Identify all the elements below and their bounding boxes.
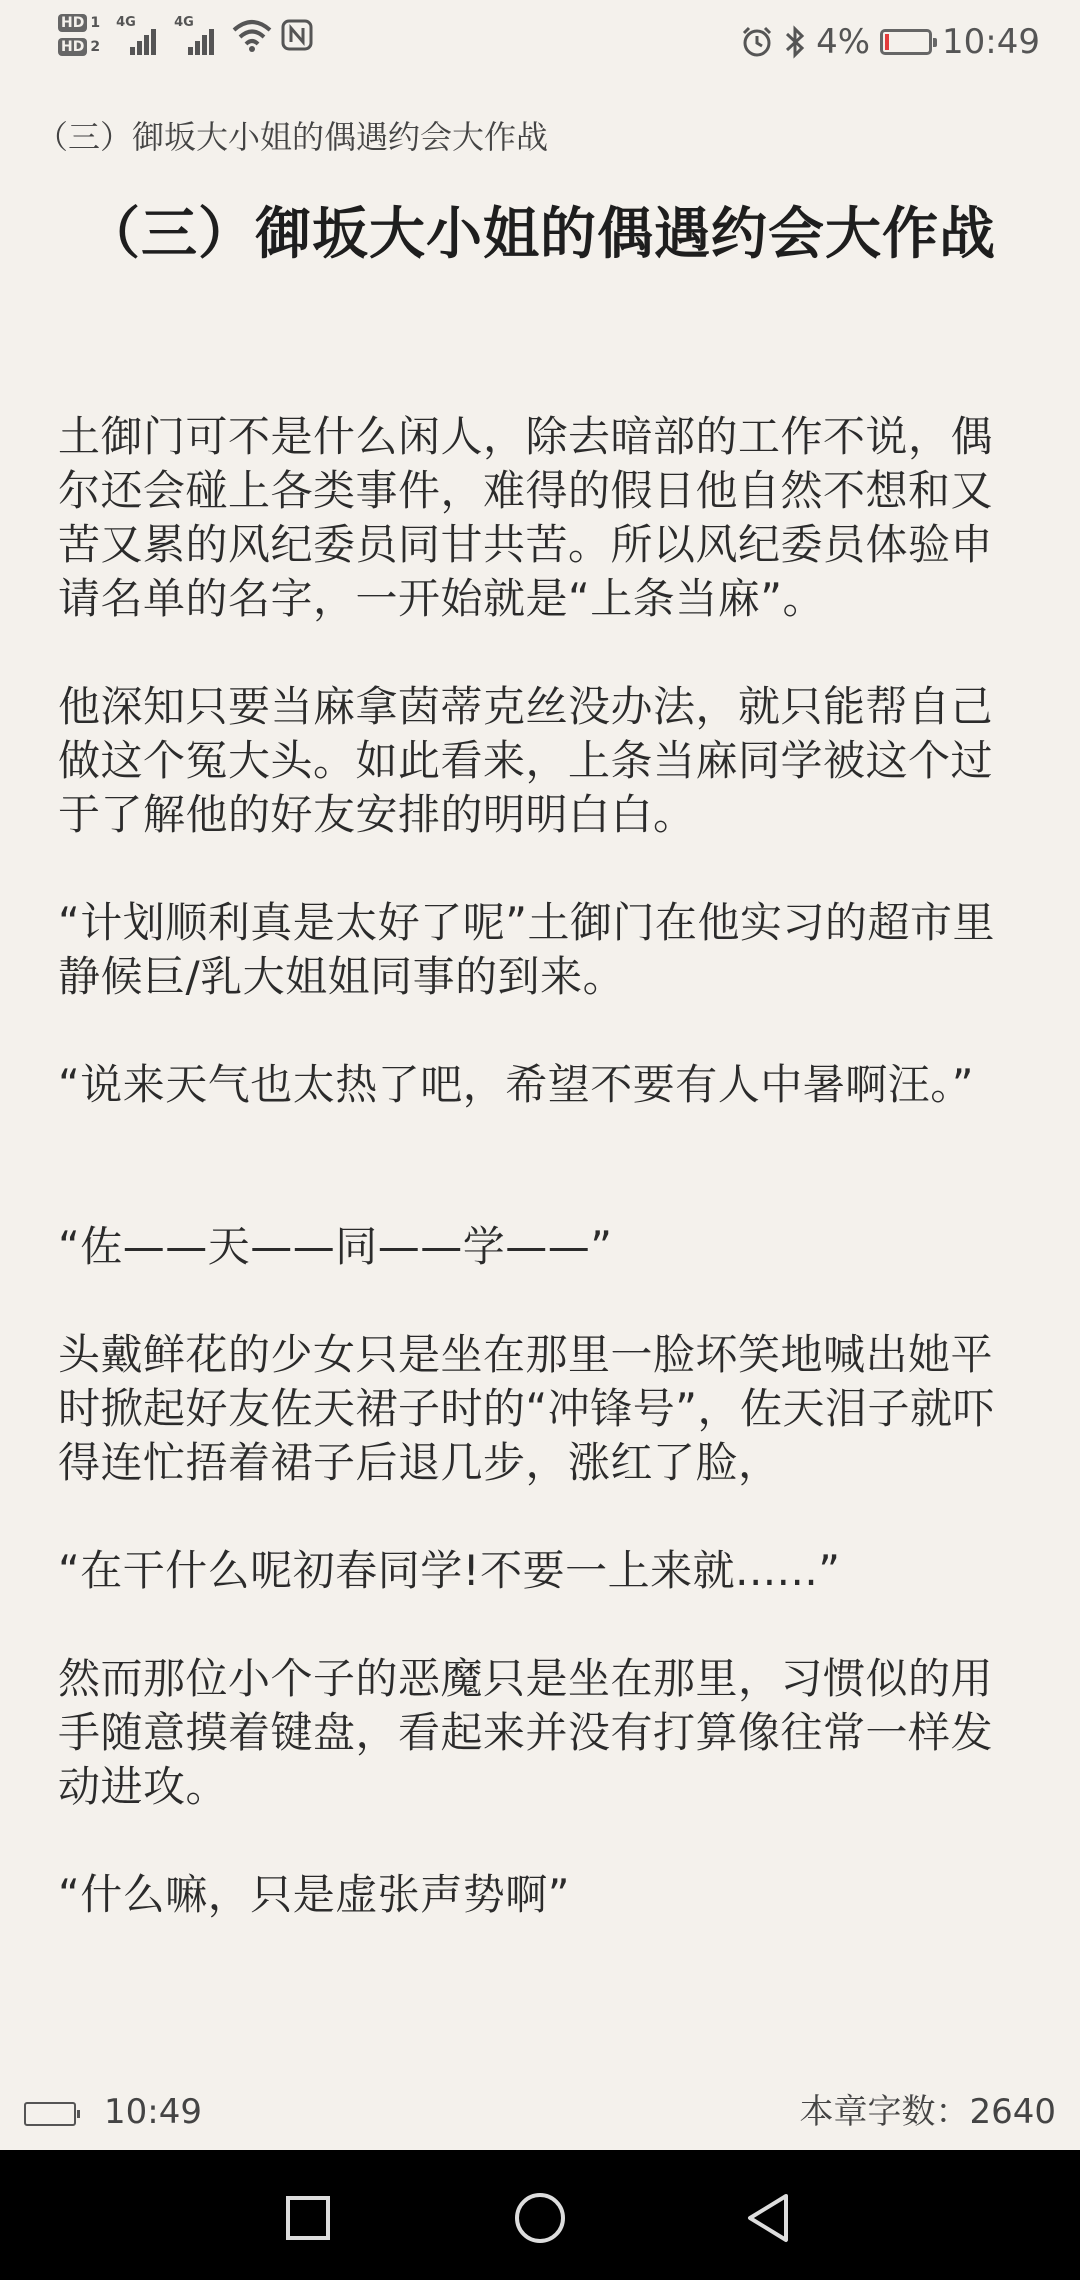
chapter-title: （三）御坂大小姐的偶遇约会大作战 <box>84 202 996 267</box>
paragraph: 头戴鲜花的少女只是坐在那里一脸坏笑地喊出她平时掀起好友佐天裙子时的“冲锋号”，佐天泪子就吓得连忙捂着裙子后退几步，涨红了脸， <box>58 1330 996 1487</box>
paragraph: “什么嘛，只是虚张声势啊” <box>58 1870 571 1919</box>
running-chapter-title: （三）御坂大小姐的偶遇约会大作战 <box>36 118 549 156</box>
wifi-icon <box>232 18 272 52</box>
footer-time: 10:49 <box>104 2092 202 2132</box>
status-bar <box>0 0 1080 92</box>
battery-icon <box>880 29 932 55</box>
reader-footer <box>0 2070 1080 2150</box>
back-icon <box>742 2190 798 2246</box>
network-label-2: 4G <box>174 15 194 30</box>
status-left <box>58 14 314 56</box>
sim1-index: 1 <box>90 15 101 31</box>
chapter-content[interactable] <box>58 410 1028 1976</box>
nfc-icon <box>280 18 314 52</box>
footer-battery-icon <box>24 2102 76 2126</box>
paragraph: 然而那位小个子的恶魔只是坐在那里，习惯似的用手随意摸着键盘，看起来并没有打算像往常一样发动进攻。 <box>58 1654 994 1811</box>
paragraph: “计划顺利真是太好了呢”土御门在他实习的超市里静候巨/乳大姐姐同事的到来。 <box>58 898 996 1001</box>
status-time: 10:49 <box>942 22 1040 62</box>
battery-percent: 4% <box>816 22 871 62</box>
hd-icon <box>58 38 100 56</box>
home-button[interactable] <box>500 2178 580 2258</box>
home-icon <box>512 2190 568 2246</box>
paragraph: “说来天气也太热了吧，希望不要有人中暑啊汪。” <box>58 1060 975 1109</box>
paragraph: “在干什么呢初春同学!不要一上来就......” <box>58 1546 841 1595</box>
navigation-bar <box>0 2150 1080 2280</box>
hd-label-1: HD <box>58 14 87 32</box>
recent-apps-button[interactable] <box>268 2178 348 2258</box>
hd-label-2: HD <box>58 38 87 56</box>
signal-icon <box>116 15 160 55</box>
hd-icon <box>58 14 100 32</box>
bluetooth-icon <box>784 25 806 59</box>
network-label-1: 4G <box>116 15 136 30</box>
chapter-word-count: 本章字数：2640 <box>799 2092 1056 2132</box>
sim2-index: 2 <box>90 39 101 55</box>
signal-icon <box>174 15 218 55</box>
hd-icons <box>58 14 100 56</box>
alarm-icon <box>740 25 774 59</box>
paragraph: “佐——天——同——学——” <box>58 1222 613 1271</box>
recent-apps-icon <box>283 2193 333 2243</box>
paragraph: 土御门可不是什么闲人，除去暗部的工作不说，偶尔还会碰上各类事件，难得的假日他自然不想和又苦又累的风纪委员同甘共苦。所以风纪委员体验申请名单的名字，一开始就是“上条当麻”。 <box>58 412 994 623</box>
paragraph: 他深知只要当麻拿茵蒂克丝没办法，就只能帮自己做这个冤大头。如此看来，上条当麻同学被这个过于了解他的好友安排的明明白白。 <box>58 682 994 839</box>
status-right <box>740 22 1040 62</box>
back-button[interactable] <box>730 2178 810 2258</box>
